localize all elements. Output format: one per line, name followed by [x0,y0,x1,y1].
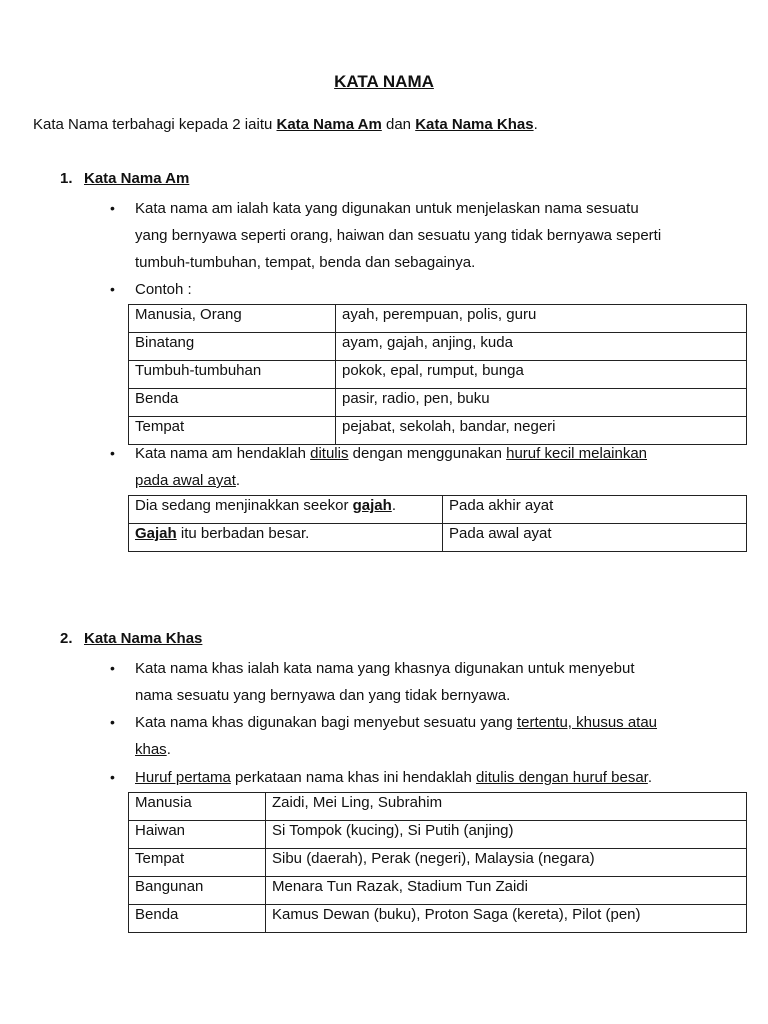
table-cell: Menara Tun Razak, Stadium Tun Zaidi [266,877,747,905]
intro-paragraph [33,116,538,133]
bullet-icon: • [110,445,115,461]
text-run-underlined: Huruf pertama [135,769,231,786]
s2-example-table [128,792,747,933]
s1-position-table [128,495,747,552]
table-cell: Tempat [129,417,336,445]
table-row [129,389,747,417]
intro-text: dan [381,116,416,133]
section2-number: 2. [60,630,73,647]
s1-b1-line1: Kata nama am ialah kata yang digunakan untuk menjelaskan nama sesuatu [135,200,639,217]
intro-text: Kata Nama terbahagi kepada 2 iaitu [33,116,277,133]
s1-b2-text: Contoh : [135,281,192,298]
text-run: dengan menggunakan [348,445,507,462]
s2-b2-line2 [135,736,171,763]
section2-title: Kata Nama Khas [84,630,203,647]
bullet-icon: • [110,714,115,730]
table-cell: pasir, radio, pen, buku [336,389,747,417]
section1-number: 1. [60,170,73,187]
table-row [129,361,747,389]
text-run: Dia sedang menjinakkan seekor [135,497,353,514]
text-run: . [235,472,241,489]
table-row [129,333,747,361]
table-cell: Benda [129,389,336,417]
table-cell: pokok, epal, rumput, bunga [336,361,747,389]
table-cell [129,524,443,552]
table-cell: Tumbuh-tumbuhan [129,361,336,389]
section1-heading [60,170,189,187]
bullet-icon: • [110,200,115,216]
table-row [129,496,747,524]
intro-text: . [533,116,538,133]
text-run: perkataan nama khas ini hendaklah [230,769,477,786]
text-run: itu berbadan besar. [176,525,310,542]
intro-term-khas: Kata Nama Khas [415,116,534,133]
intro-term-am: Kata Nama Am [276,116,382,133]
bullet-icon: • [110,660,115,676]
text-run: . [647,769,653,786]
section1-title: Kata Nama Am [84,170,190,187]
table-cell: Kamus Dewan (buku), Proton Saga (kereta), Pilot (pen) [266,905,747,933]
text-run-bold: gajah [352,497,392,514]
text-run-underlined: pada awal ayat [135,472,236,489]
text-run-underlined: ditulis [310,445,349,462]
table-cell: Pada akhir ayat [443,496,747,524]
text-run-underlined: huruf kecil melainkan [506,445,648,462]
table-cell: Benda [129,905,266,933]
table-row [129,793,747,821]
table-cell: ayah, perempuan, polis, guru [336,305,747,333]
bullet-icon: • [110,769,115,785]
table-row [129,849,747,877]
table-row [129,305,747,333]
s2-b1-line2: nama sesuatu yang bernyawa dan yang tidak bernyawa. [135,687,511,704]
section2-heading [60,630,202,647]
s1-example-table [128,304,747,445]
s1-b1-line2: yang bernyawa seperti orang, haiwan dan sesuatu yang tidak bernyawa seperti [135,227,662,244]
s1-b3-line1 [135,440,647,467]
text-run: Kata nama am hendaklah [135,445,311,462]
table-cell: Sibu (daerah), Perak (negeri), Malaysia (negara) [266,849,747,877]
table-cell: Pada awal ayat [443,524,747,552]
table-row [129,905,747,933]
table-row [129,877,747,905]
table-cell: pejabat, sekolah, bandar, negeri [336,417,747,445]
table-row [129,821,747,849]
text-run: . [166,741,171,758]
table-cell: Manusia [129,793,266,821]
text-run-bold: Gajah [135,525,177,542]
table-cell: Zaidi, Mei Ling, Subrahim [266,793,747,821]
text-run-underlined: khas [135,741,167,758]
page-title: KATA NAMA [334,72,434,91]
s2-b2-line1 [135,709,657,736]
text-run: Kata nama khas digunakan bagi menyebut sesuatu yang [135,714,517,731]
table-cell [129,496,443,524]
table-cell: ayam, gajah, anjing, kuda [336,333,747,361]
table-cell: Si Tompok (kucing), Si Putih (anjing) [266,821,747,849]
bullet-icon: • [110,281,115,297]
s1-b1-line3: tumbuh-tumbuhan, tempat, benda dan sebagainya. [135,254,476,271]
table-cell: Bangunan [129,877,266,905]
s2-b3-line1 [135,764,652,791]
table-cell: Tempat [129,849,266,877]
table-cell: Manusia, Orang [129,305,336,333]
table-cell: Binatang [129,333,336,361]
s2-b1-line1: Kata nama khas ialah kata nama yang khasnya digunakan untuk menyebut [135,660,635,677]
text-run: . [391,497,396,514]
table-cell: Haiwan [129,821,266,849]
table-row [129,524,747,552]
text-run-underlined: tertentu, khusus atau [516,714,658,731]
s1-b3-line2 [135,467,240,494]
text-run-underlined: ditulis dengan huruf besar [476,769,648,786]
